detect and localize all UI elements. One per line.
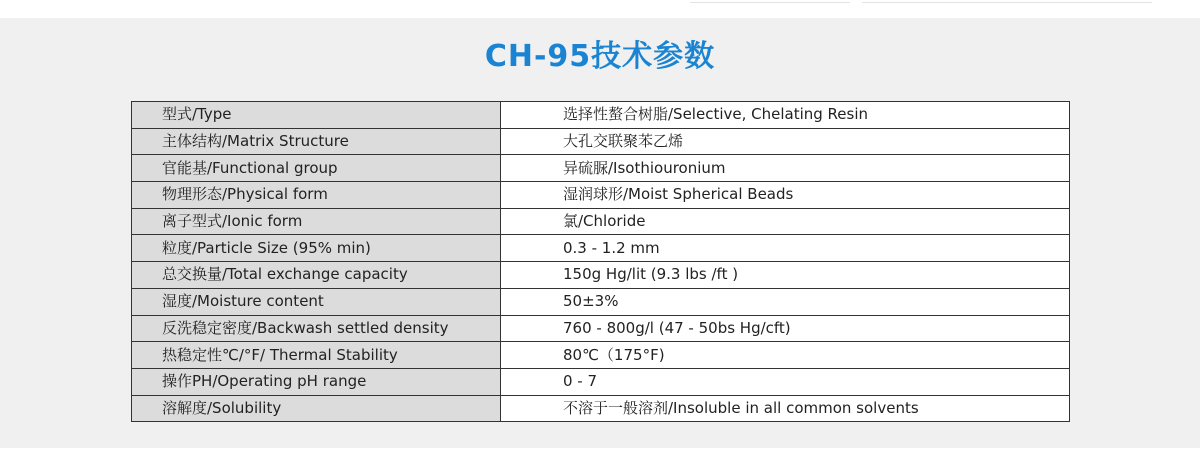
row-label: 官能基/Functional group (132, 155, 501, 182)
row-label: 物理形态/Physical form (132, 182, 501, 209)
table-row (132, 102, 1070, 129)
table-row (132, 208, 1070, 235)
row-label: 粒度/Particle Size (95% min) (132, 235, 501, 262)
table-row (132, 155, 1070, 182)
table-row (132, 262, 1070, 289)
table-row (132, 395, 1070, 422)
row-value: 0 - 7 (501, 368, 1070, 395)
row-label: 热稳定性℃/°F/ Thermal Stability (132, 342, 501, 369)
row-label: 溶解度/Solubility (132, 395, 501, 422)
row-label: 型式/Type (132, 102, 501, 129)
row-label: 反洗稳定密度/Backwash settled density (132, 315, 501, 342)
row-label: 总交换量/Total exchange capacity (132, 262, 501, 289)
row-value: 0.3 - 1.2 mm (501, 235, 1070, 262)
bottom-strip (0, 448, 1200, 466)
row-value: 选择性螯合树脂/Selective, Chelating Resin (501, 102, 1070, 129)
page-title: CH-95技术参数 (484, 39, 716, 74)
top-divider-left (690, 2, 850, 3)
table-row (132, 128, 1070, 155)
table-row (132, 288, 1070, 315)
row-value: 氯/Chloride (501, 208, 1070, 235)
row-label: 主体结构/Matrix Structure (132, 128, 501, 155)
top-divider-right (862, 2, 1152, 3)
row-label: 湿度/Moisture content (132, 288, 501, 315)
table-row (132, 182, 1070, 209)
row-value: 不溶于一般溶剂/Insoluble in all common solvents (501, 395, 1070, 422)
table-row (132, 315, 1070, 342)
row-label: 操作PH/Operating pH range (132, 368, 501, 395)
row-value: 80℃（175°F) (501, 342, 1070, 369)
row-value: 50±3% (501, 288, 1070, 315)
row-value: 湿润球形/Moist Spherical Beads (501, 182, 1070, 209)
row-label: 离子型式/Ionic form (132, 208, 501, 235)
table-row (132, 368, 1070, 395)
row-value: 760 - 800g/l (47 - 50bs Hg/cft) (501, 315, 1070, 342)
top-strip (0, 0, 1200, 18)
row-value: 大孔交联聚苯乙烯 (501, 128, 1070, 155)
row-value: 异硫脲/Isothiouronium (501, 155, 1070, 182)
spec-table (131, 101, 1070, 422)
table-row (132, 235, 1070, 262)
table-row (132, 342, 1070, 369)
row-value: 150g Hg/lit (9.3 lbs /ft ) (501, 262, 1070, 289)
